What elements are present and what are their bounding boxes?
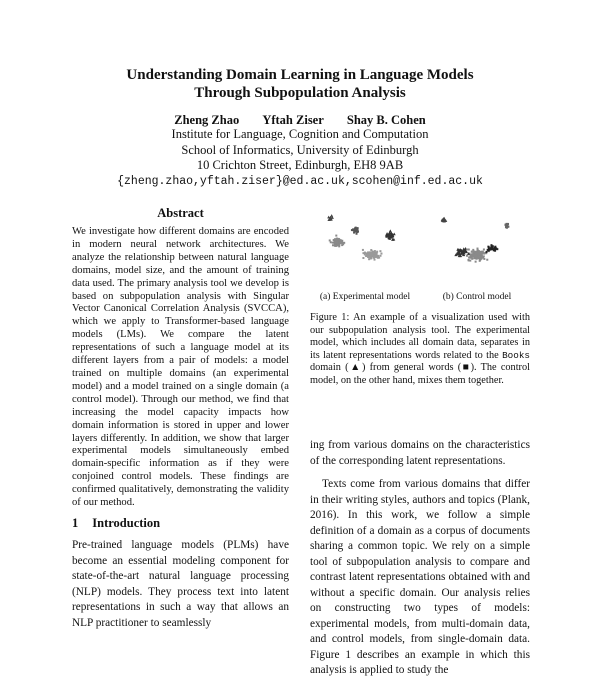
scatter-plot-control <box>422 200 527 285</box>
general-word-point <box>330 241 332 243</box>
general-word-point <box>357 228 359 230</box>
general-word-point <box>373 255 375 257</box>
general-word-point <box>376 251 378 253</box>
general-word-point <box>471 251 473 253</box>
general-word-point <box>507 226 509 228</box>
general-word-point <box>334 244 336 246</box>
general-word-point <box>494 250 496 252</box>
domain-name-books: Books <box>502 349 530 361</box>
general-word-point <box>475 261 477 263</box>
general-word-point <box>379 255 381 257</box>
affiliation-line: Institute for Language, Cognition and Computation <box>171 127 429 141</box>
general-word-point <box>374 259 376 261</box>
general-word-point <box>486 251 488 253</box>
author-list <box>0 113 600 128</box>
author-name: Yftah Ziser <box>262 113 324 127</box>
right-column-body <box>310 438 530 679</box>
general-word-point <box>468 249 470 251</box>
general-word-point <box>374 251 376 253</box>
general-word-point <box>336 240 338 242</box>
general-word-point <box>340 241 342 243</box>
general-word-point <box>487 246 489 248</box>
introduction-body: Pre-trained language models (PLMs) have become an essential modeling component for state-of-the-art natural language processing (NLP) models. They process text into latent representations in such a way that allows an NLP practitioner to seamlessly <box>72 539 289 629</box>
general-word-point <box>495 248 497 250</box>
general-word-point <box>329 239 331 241</box>
general-word-point <box>335 235 337 237</box>
general-word-point <box>368 254 370 256</box>
general-word-point <box>483 258 485 260</box>
general-word-point <box>364 252 366 254</box>
section-number: 1 <box>72 516 79 530</box>
books-domain-point <box>393 232 396 235</box>
general-word-point <box>370 257 372 259</box>
general-word-point <box>473 254 475 256</box>
subfigure-caption-a: (a) Experimental model <box>319 292 411 302</box>
general-word-point <box>356 233 358 235</box>
general-word-point <box>351 229 353 231</box>
general-word-point <box>476 248 478 250</box>
general-word-point <box>505 226 507 228</box>
paragraph: Texts come from various domains that differ in their writing styles, authors and topics (Plank, 2016). In this work, we follow a simple definition of a domain as a corpus of documents sharing a common topic. We rely on a simple tool of subpopulation analysis to compare and contrast latent representations obtained with and without a specific domain. Our analysis relies on constructing two types of models: experimental models, from multi-domain data, and control models, from single-domain data. Figure 1 describes an example in which this analysis is applied to study the <box>310 478 530 676</box>
general-word-point <box>337 244 339 246</box>
general-word-point <box>472 257 474 259</box>
general-word-point <box>478 256 480 258</box>
affiliation-line: 10 Crichton Street, Edinburgh, EH8 9AB <box>196 158 404 172</box>
general-word-point <box>488 248 490 250</box>
general-word-point <box>375 255 377 257</box>
general-word-point <box>478 252 480 254</box>
general-word-point <box>372 252 374 254</box>
general-word-point <box>476 252 478 254</box>
general-word-point <box>483 248 485 250</box>
general-word-point <box>490 246 492 248</box>
section-heading-introduction <box>72 516 160 531</box>
general-word-point <box>343 242 345 244</box>
general-word-point <box>362 257 364 259</box>
author-name: Shay B. Cohen <box>346 113 426 127</box>
general-word-point <box>353 229 355 231</box>
paper-title: Understanding Domain Learning in Language Models Through Subpopulation Analysis <box>126 67 474 101</box>
general-word-point <box>332 242 334 244</box>
abstract-body: We investigate how different domains are encoded in modern neural network architectures. We analyze the relationship between natural language domains, model size, and the amount of training data used. The primary analysis tool we develop is based on subpopulation analysis with Singular Vector Canonical Correlation Analysis (SVCCA), which we apply to Transformer-based language models (LMs). We compare the latent representations of such a language model at its different layers from a pair of models: a model trained on multiple domains (an experimental model) and a model trained on a single domain (a control model). Through our method, we find that increasing the model capacity impacts how domain information is stored in upper and lower layers differently. In addition, we show that larger experimental models simultaneously embed domain-specific information as if they were conjoined control models. These findings are confirmed qualitatively, demonstrating the validity of our method. <box>72 226 289 509</box>
author-name: Zheng Zhao <box>174 113 240 127</box>
affiliation-line: School of Informatics, University of Edinburgh <box>181 142 419 157</box>
general-word-point <box>470 254 472 256</box>
general-word-point <box>474 256 476 258</box>
section-title: Introduction <box>92 516 161 530</box>
general-word-point <box>367 256 369 258</box>
general-word-point <box>491 248 493 250</box>
books-domain-point <box>389 229 392 232</box>
paragraph: ing from various domains on the characteristics of the corresponding latent representations. <box>310 439 530 467</box>
subfigure-caption-b: (b) Control model <box>442 292 512 302</box>
general-word-point <box>479 259 481 261</box>
general-word-point <box>468 259 470 261</box>
general-word-point <box>364 253 366 255</box>
affiliation-block <box>0 127 600 189</box>
general-word-point <box>370 254 372 256</box>
figure-caption: Figure 1: An example of a visualization used with our subpopulation analysis tool. The experimental model, which includes all domain data, separates in its latent representations words related to the Books domain (▲) from general words (■). The control model, on the other hand, mixes them together. <box>310 312 530 386</box>
general-word-point <box>506 223 508 225</box>
general-word-point <box>380 253 382 255</box>
general-word-point <box>486 259 488 261</box>
general-word-point <box>353 232 355 234</box>
author-emails: {zheng.zhao,yftah.ziser}@ed.ac.uk,scohen@inf.ed.ac.uk <box>117 174 483 188</box>
abstract-heading: Abstract <box>157 206 204 220</box>
general-word-point <box>379 250 381 252</box>
general-word-point <box>336 242 338 244</box>
general-word-point <box>483 255 485 257</box>
general-word-point <box>362 249 364 251</box>
scatter-plot-experimental <box>310 200 415 285</box>
